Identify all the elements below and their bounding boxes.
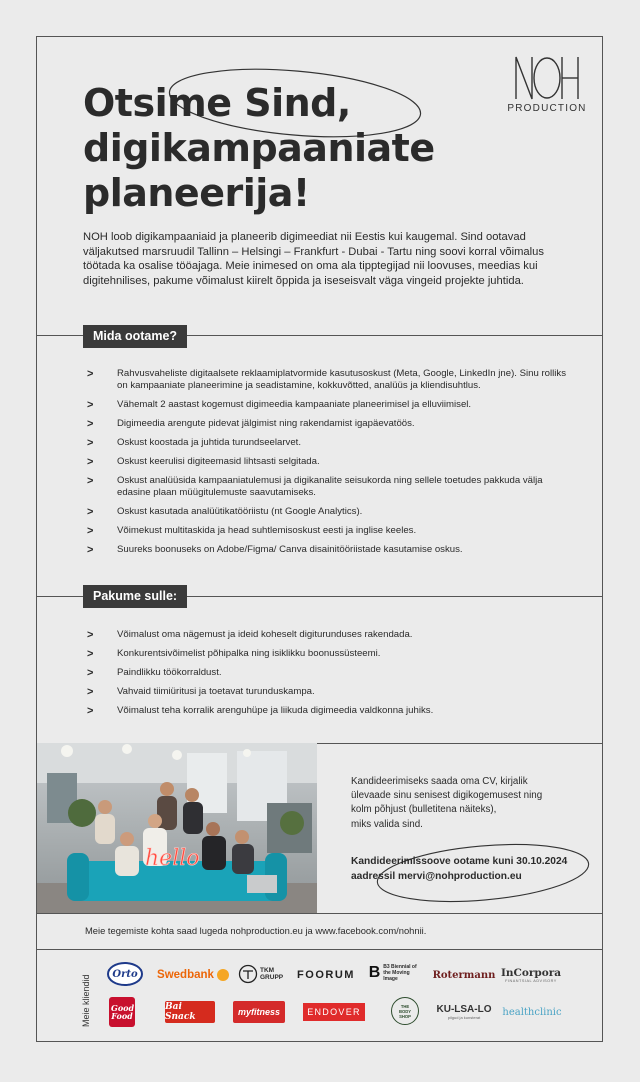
- neon-sign: hello: [145, 846, 200, 871]
- client-name: TKM GRUPP: [260, 967, 284, 981]
- divider: [37, 949, 602, 950]
- list-item-text: Suureks boonuseks on Adobe/Figma/ Canva disainitööriistade kasutamise oskus.: [117, 544, 463, 556]
- list-item-text: Võimalust teha korralik arenguhüpe ja liikuda digimeedia valdkonna juhiks.: [117, 704, 434, 716]
- client-name: Good Food: [111, 1003, 135, 1021]
- list-item-text: Oskust koostada ja juhtida turundseelarvet.: [117, 437, 301, 449]
- chevron-right-icon: >: [87, 399, 94, 412]
- client-logo-baisnack: [165, 1001, 215, 1023]
- divider: [37, 913, 602, 914]
- apply-line-1: Kandideerimiseks saada oma CV, kirjalik: [351, 776, 528, 787]
- list-item: [87, 475, 567, 500]
- tkm-icon: [238, 964, 258, 984]
- client-name: ENDOVER: [307, 1007, 361, 1017]
- client-logo-orto: [107, 961, 143, 987]
- list-item-text: Paindlikku töökorraldust.: [117, 666, 222, 678]
- chevron-right-icon: >: [87, 506, 94, 519]
- list-item: [87, 456, 567, 468]
- client-name: Bai Snack: [165, 1002, 196, 1022]
- client-logo-foorum: [295, 965, 357, 985]
- title-line-2: digikampaaniate: [83, 126, 435, 170]
- client-name: healthclinic: [502, 1006, 562, 1018]
- chevron-right-icon: >: [87, 437, 94, 450]
- team-photo-illustration: [37, 743, 317, 913]
- list-item-text: Oskust kasutada analüütikatööriistu (nt Google Analytics).: [117, 506, 363, 518]
- client-logo-b3: [363, 959, 429, 987]
- logo-subtitle: PRODUCTION: [507, 103, 587, 114]
- client-name: myfitness: [237, 1007, 281, 1017]
- chevron-right-icon: >: [87, 368, 94, 380]
- client-logo-incorpora: [497, 961, 565, 989]
- client-name: Rotermann: [432, 969, 496, 981]
- client-logo-myfitness: [233, 1001, 285, 1023]
- chevron-right-icon: >: [87, 685, 94, 698]
- client-logo-kulsalo: [433, 997, 495, 1027]
- client-logo-bodyshop: [391, 997, 419, 1025]
- chevron-right-icon: >: [87, 456, 94, 469]
- list-item-text: Digimeedia arengute pidevat jälgimist ning rakendamist igapäevatöös.: [117, 418, 415, 430]
- list-item: [87, 399, 567, 411]
- title-line-1: Otsime Sind,: [83, 81, 351, 125]
- chevron-right-icon: >: [87, 544, 94, 557]
- client-logo-rotermann: [433, 965, 495, 985]
- apply-line-3: kolm põhjust (bulletitena näiteks),: [351, 804, 497, 816]
- list-item: [87, 686, 567, 698]
- chevron-right-icon: >: [87, 474, 94, 487]
- client-subtitle: pilgud ja kunsterat: [447, 1015, 481, 1020]
- apply-line-4: miks valida sind.: [351, 818, 423, 830]
- chevron-right-icon: >: [87, 704, 94, 717]
- client-logo-healthclinic: [499, 1001, 565, 1023]
- client-logo-endover: [303, 1003, 365, 1021]
- list-item-text: Võimalust oma nägemust ja ideid koheselt digiturunduses rakendada.: [117, 629, 413, 640]
- client-name: THE BODY SHOP: [398, 1003, 412, 1019]
- b3-icon: B: [368, 964, 381, 981]
- client-name: KU-LSA-LO: [436, 1004, 492, 1015]
- team-photo: [37, 743, 317, 913]
- noh-logo: [507, 53, 587, 114]
- list-item-text: Oskust keerulisi digiteemasid lihtsasti selgitada.: [117, 456, 320, 468]
- list-item-text: Vahvaid tiimiüritusi ja toetavat turunduskampa.: [117, 685, 315, 697]
- chevron-right-icon: >: [87, 525, 94, 538]
- client-logo-goodfood: [109, 997, 135, 1027]
- list-item-text: Rahvusvaheliste digitaalsete reklaamiplatvormide kasutusoskust (Meta, Google, LinkedIn jne). Sinu rolliks on kampaaniate planeerimine ja seadistamine, kokkuvõtted, analüüs ja kliendisuhtlus.: [117, 368, 566, 392]
- list-item-text: Konkurentsivõimelist põhipalka ning isiklikku boonussüsteemi.: [117, 647, 381, 659]
- clients-label: Meie kliendid: [81, 974, 91, 1027]
- list-item: [87, 418, 567, 430]
- intro-paragraph: NOH loob digikampaaniaid ja planeerib digimeediat nii Eestis kui kaugemal. Sind ootavad väljakutsed marsruudil Tallinn – Helsingi – Frankfurt - Dubai - Tartu ning soovi korral võimalus töötada ka osalise tööajaga. Meie inimesed on oma ala tipptegijad nii loovuses, meedias kui digitehnilises, pakume võimalust kiirelt õppida ja iseseisvalt väga vingeid projekte juhtida.: [83, 231, 544, 287]
- client-name: FOORUM: [297, 969, 355, 981]
- expect-heading: Mida ootame?: [83, 325, 187, 348]
- client-name: B3 Biennial of the Moving Image: [383, 964, 417, 982]
- apply-line-2: ülevaade sinu senisest digikogemusest ning: [351, 790, 543, 802]
- list-item: [87, 544, 567, 556]
- list-item: [87, 667, 567, 679]
- list-item-text: Vähemalt 2 aastast kogemust digimeedia kampaaniate planeerimisel ja elluviimisel.: [117, 399, 472, 411]
- chevron-right-icon: >: [87, 647, 94, 660]
- deadline-text: Kandideerimissoove ootame kuni 30.10.2024: [351, 856, 568, 867]
- client-name: InCorpora: [500, 967, 562, 979]
- client-name: Orto: [112, 968, 138, 980]
- email-address[interactable]: aadressil mervi@nohproduction.eu: [351, 870, 522, 882]
- list-item-text: Võimekust multitaskida ja head suhtlemisoskust eesti ja inglise keeles.: [117, 525, 417, 537]
- noh-logo-mark: [510, 53, 584, 101]
- chevron-right-icon: >: [87, 418, 94, 431]
- client-logo-swedbank: [153, 965, 233, 985]
- offer-list: [87, 629, 567, 717]
- chevron-right-icon: >: [87, 666, 94, 679]
- page-title: [83, 81, 503, 216]
- list-item: [87, 437, 567, 449]
- footer-links[interactable]: Meie tegemiste kohta saad lugeda nohproduction.eu ja www.facebook.com/nohnii.: [85, 925, 427, 936]
- offer-heading: Pakume sulle:: [83, 585, 187, 608]
- poster-frame: [36, 36, 603, 1042]
- client-name: Swedbank: [157, 969, 214, 981]
- apply-instructions: [351, 775, 581, 832]
- apply-deadline: [351, 855, 581, 885]
- list-item: [87, 368, 567, 393]
- list-item: [87, 525, 567, 537]
- client-logo-tkm: [235, 961, 287, 987]
- expect-list: [87, 368, 567, 556]
- list-item: [87, 705, 567, 717]
- list-item: [87, 506, 567, 518]
- swedbank-icon: [217, 969, 229, 981]
- chevron-right-icon: >: [87, 629, 94, 641]
- title-line-3: planeerija!: [83, 171, 310, 215]
- list-item: [87, 629, 567, 641]
- list-item-text: Oskust analüüsida kampaaniatulemusi ja digikanalite seisukorda ning sellele toetudes pakkuda välja edasine plaan müügitulemuste saavutamiseks.: [117, 474, 543, 499]
- list-item: [87, 648, 567, 660]
- client-subtitle: FINANTSIAL ADVISORY: [505, 979, 557, 983]
